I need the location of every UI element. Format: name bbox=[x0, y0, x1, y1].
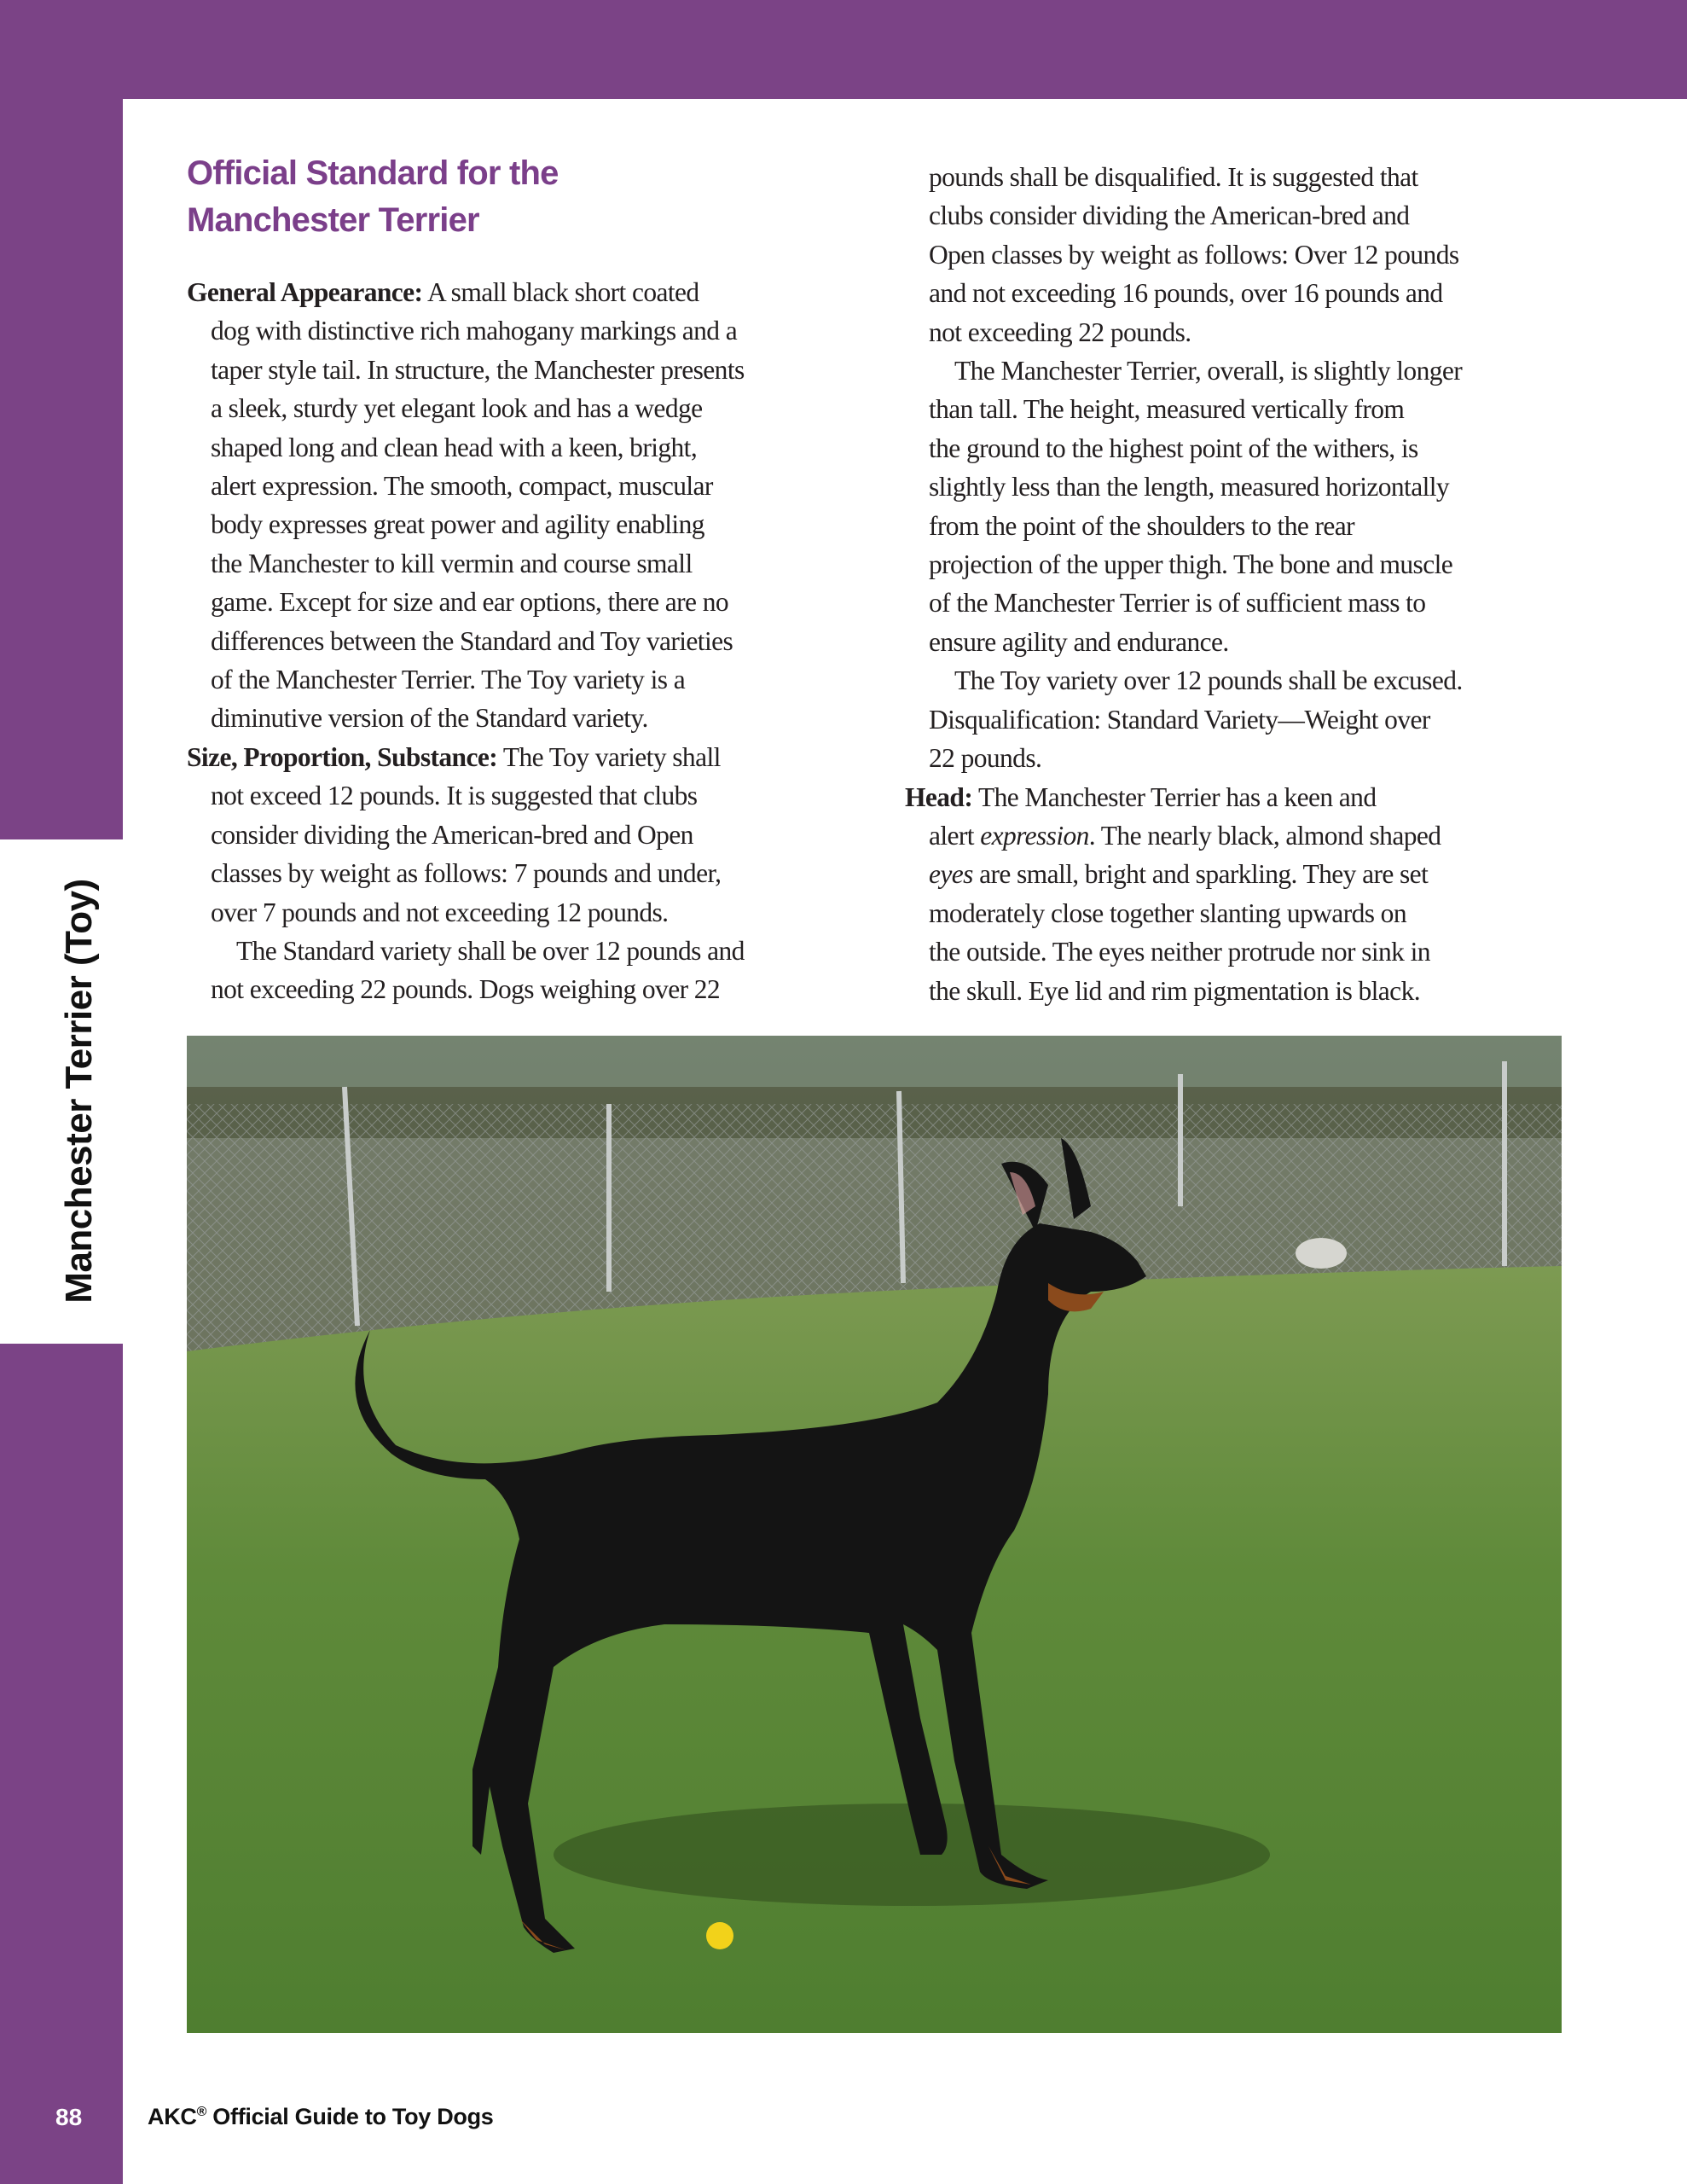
text-line bbox=[905, 545, 1570, 584]
page-title bbox=[187, 150, 559, 244]
text-segment: classes by weight as follows: 7 pounds and under, bbox=[211, 858, 722, 889]
text-segment: moderately close together slanting upwards on bbox=[929, 897, 1406, 928]
text-line bbox=[187, 854, 852, 892]
text-line bbox=[905, 932, 1570, 971]
emphasized-term: expression bbox=[980, 820, 1089, 851]
page-number: 88 bbox=[55, 2104, 83, 2130]
text-segment: shaped long and clean head with a keen, bright, bbox=[211, 432, 698, 462]
sidebar-band-top bbox=[0, 99, 123, 839]
text-segment: the Manchester to kill vermin and course small bbox=[211, 548, 693, 578]
text-segment: than tall. The height, measured vertically from bbox=[929, 394, 1405, 425]
text-segment: the skull. Eye lid and rim pigmentation is black. bbox=[929, 975, 1420, 1006]
text-line bbox=[905, 661, 1570, 700]
text-segment: of the Manchester Terrier is of sufficient mass to bbox=[929, 588, 1426, 619]
text-segment: pounds shall be disqualified. It is suggested that bbox=[929, 162, 1418, 192]
text-segment: game. Except for size and ear options, there are no bbox=[211, 587, 728, 618]
text-segment: a sleek, sturdy yet elegant look and has a wedge bbox=[211, 393, 703, 424]
section-tab-label: Manchester Terrier (Toy) bbox=[58, 879, 100, 1304]
text-line bbox=[905, 390, 1570, 428]
text-segment: not exceed 12 pounds. It is suggested that clubs bbox=[211, 781, 698, 811]
text-line bbox=[187, 505, 852, 543]
text-line bbox=[187, 699, 852, 737]
text-segment: differences between the Standard and Toy varieties bbox=[211, 625, 733, 656]
text-line bbox=[187, 622, 852, 660]
section-heading: Head: bbox=[905, 781, 973, 812]
text-column-right bbox=[905, 158, 1570, 1010]
text-segment: slightly less than the length, measured horizontally bbox=[929, 472, 1450, 502]
text-segment: the outside. The eyes neither protrude nor sink in bbox=[929, 937, 1430, 967]
text-line bbox=[187, 583, 852, 621]
text-line bbox=[905, 313, 1570, 351]
text-segment: 22 pounds. bbox=[929, 743, 1042, 774]
text-segment: . The nearly black, almond shaped bbox=[1088, 820, 1441, 851]
text-segment: clubs consider dividing the American-bred and bbox=[929, 200, 1410, 231]
top-color-band bbox=[0, 0, 1687, 99]
text-line bbox=[905, 468, 1570, 506]
manchester-terrier-photo-illustration bbox=[187, 1036, 1562, 2033]
text-segment: dog with distinctive rich mahogany markings and a bbox=[211, 316, 738, 346]
text-segment: The Toy variety over 12 pounds shall be excused. bbox=[954, 665, 1463, 696]
text-line bbox=[905, 623, 1570, 661]
footer-title-rest: Official Guide to Toy Dogs bbox=[206, 2104, 494, 2129]
text-line bbox=[905, 429, 1570, 468]
text-line bbox=[187, 893, 852, 932]
text-segment: A small black short coated bbox=[422, 277, 699, 307]
text-segment: alert bbox=[929, 820, 981, 851]
footer-akc: AKC bbox=[148, 2104, 197, 2129]
text-segment: are small, bright and sparkling. They are set bbox=[972, 859, 1429, 890]
text-line bbox=[187, 467, 852, 505]
text-line bbox=[905, 778, 1570, 816]
text-line bbox=[187, 738, 852, 776]
text-segment: taper style tail. In structure, the Manchester presents bbox=[211, 354, 745, 385]
text-line bbox=[187, 970, 852, 1008]
text-segment: The Manchester Terrier, overall, is slightly longer bbox=[954, 356, 1463, 386]
text-line bbox=[905, 855, 1570, 893]
footer-book-title bbox=[148, 2104, 494, 2130]
text-line bbox=[187, 816, 852, 854]
text-line bbox=[187, 273, 852, 311]
dog-photo bbox=[187, 1036, 1562, 2033]
title-line-2: Manchester Terrier bbox=[187, 201, 479, 239]
text-line bbox=[905, 816, 1570, 855]
text-segment: alert expression. The smooth, compact, muscular bbox=[211, 471, 713, 502]
text-segment: The Standard variety shall be over 12 pounds and bbox=[236, 935, 745, 966]
text-line bbox=[187, 776, 852, 815]
text-segment: Open classes by weight as follows: Over 12 pounds bbox=[929, 239, 1459, 270]
text-line bbox=[905, 235, 1570, 274]
section-heading: Size, Proportion, Substance: bbox=[187, 741, 498, 772]
text-line bbox=[187, 428, 852, 467]
text-line bbox=[905, 584, 1570, 622]
text-segment: projection of the upper thigh. The bone and muscle bbox=[929, 549, 1453, 580]
text-segment: of the Manchester Terrier. The Toy variety is a bbox=[211, 665, 686, 695]
text-line bbox=[905, 894, 1570, 932]
text-line bbox=[187, 351, 852, 389]
text-column-left bbox=[187, 273, 852, 1009]
text-segment: ensure agility and endurance. bbox=[929, 626, 1229, 657]
text-line bbox=[905, 739, 1570, 777]
text-line bbox=[187, 544, 852, 583]
text-line bbox=[905, 274, 1570, 312]
text-line bbox=[905, 196, 1570, 235]
registered-mark: ® bbox=[196, 2105, 207, 2119]
text-segment: body expresses great power and agility enabling bbox=[211, 509, 704, 540]
text-segment: the ground to the highest point of the withers, is bbox=[929, 433, 1418, 463]
text-line bbox=[187, 660, 852, 699]
text-line bbox=[905, 972, 1570, 1010]
text-line bbox=[187, 311, 852, 350]
sidebar-band-bottom bbox=[0, 1344, 123, 2184]
text-segment: over 7 pounds and not exceeding 12 pounds. bbox=[211, 897, 669, 927]
title-line-1: Official Standard for the bbox=[187, 154, 559, 192]
text-segment: The Manchester Terrier has a keen and bbox=[972, 781, 1377, 812]
text-line bbox=[905, 700, 1570, 739]
section-heading: General Appearance: bbox=[187, 277, 423, 307]
text-segment: from the point of the shoulders to the rear bbox=[929, 510, 1355, 541]
text-line bbox=[905, 351, 1570, 390]
text-segment: and not exceeding 16 pounds, over 16 pounds and bbox=[929, 278, 1443, 309]
text-line bbox=[187, 932, 852, 970]
text-segment: not exceeding 22 pounds. Dogs weighing over 22 bbox=[211, 974, 721, 1005]
text-line bbox=[905, 158, 1570, 196]
text-segment: diminutive version of the Standard variety. bbox=[211, 703, 648, 734]
text-line bbox=[905, 507, 1570, 545]
emphasized-term: eyes bbox=[929, 859, 973, 890]
text-segment: The Toy variety shall bbox=[497, 741, 721, 772]
text-segment: Disqualification: Standard Variety—Weight over bbox=[929, 704, 1430, 735]
text-segment: consider dividing the American-bred and Open bbox=[211, 819, 693, 850]
text-line bbox=[187, 389, 852, 427]
text-segment: not exceeding 22 pounds. bbox=[929, 317, 1191, 347]
